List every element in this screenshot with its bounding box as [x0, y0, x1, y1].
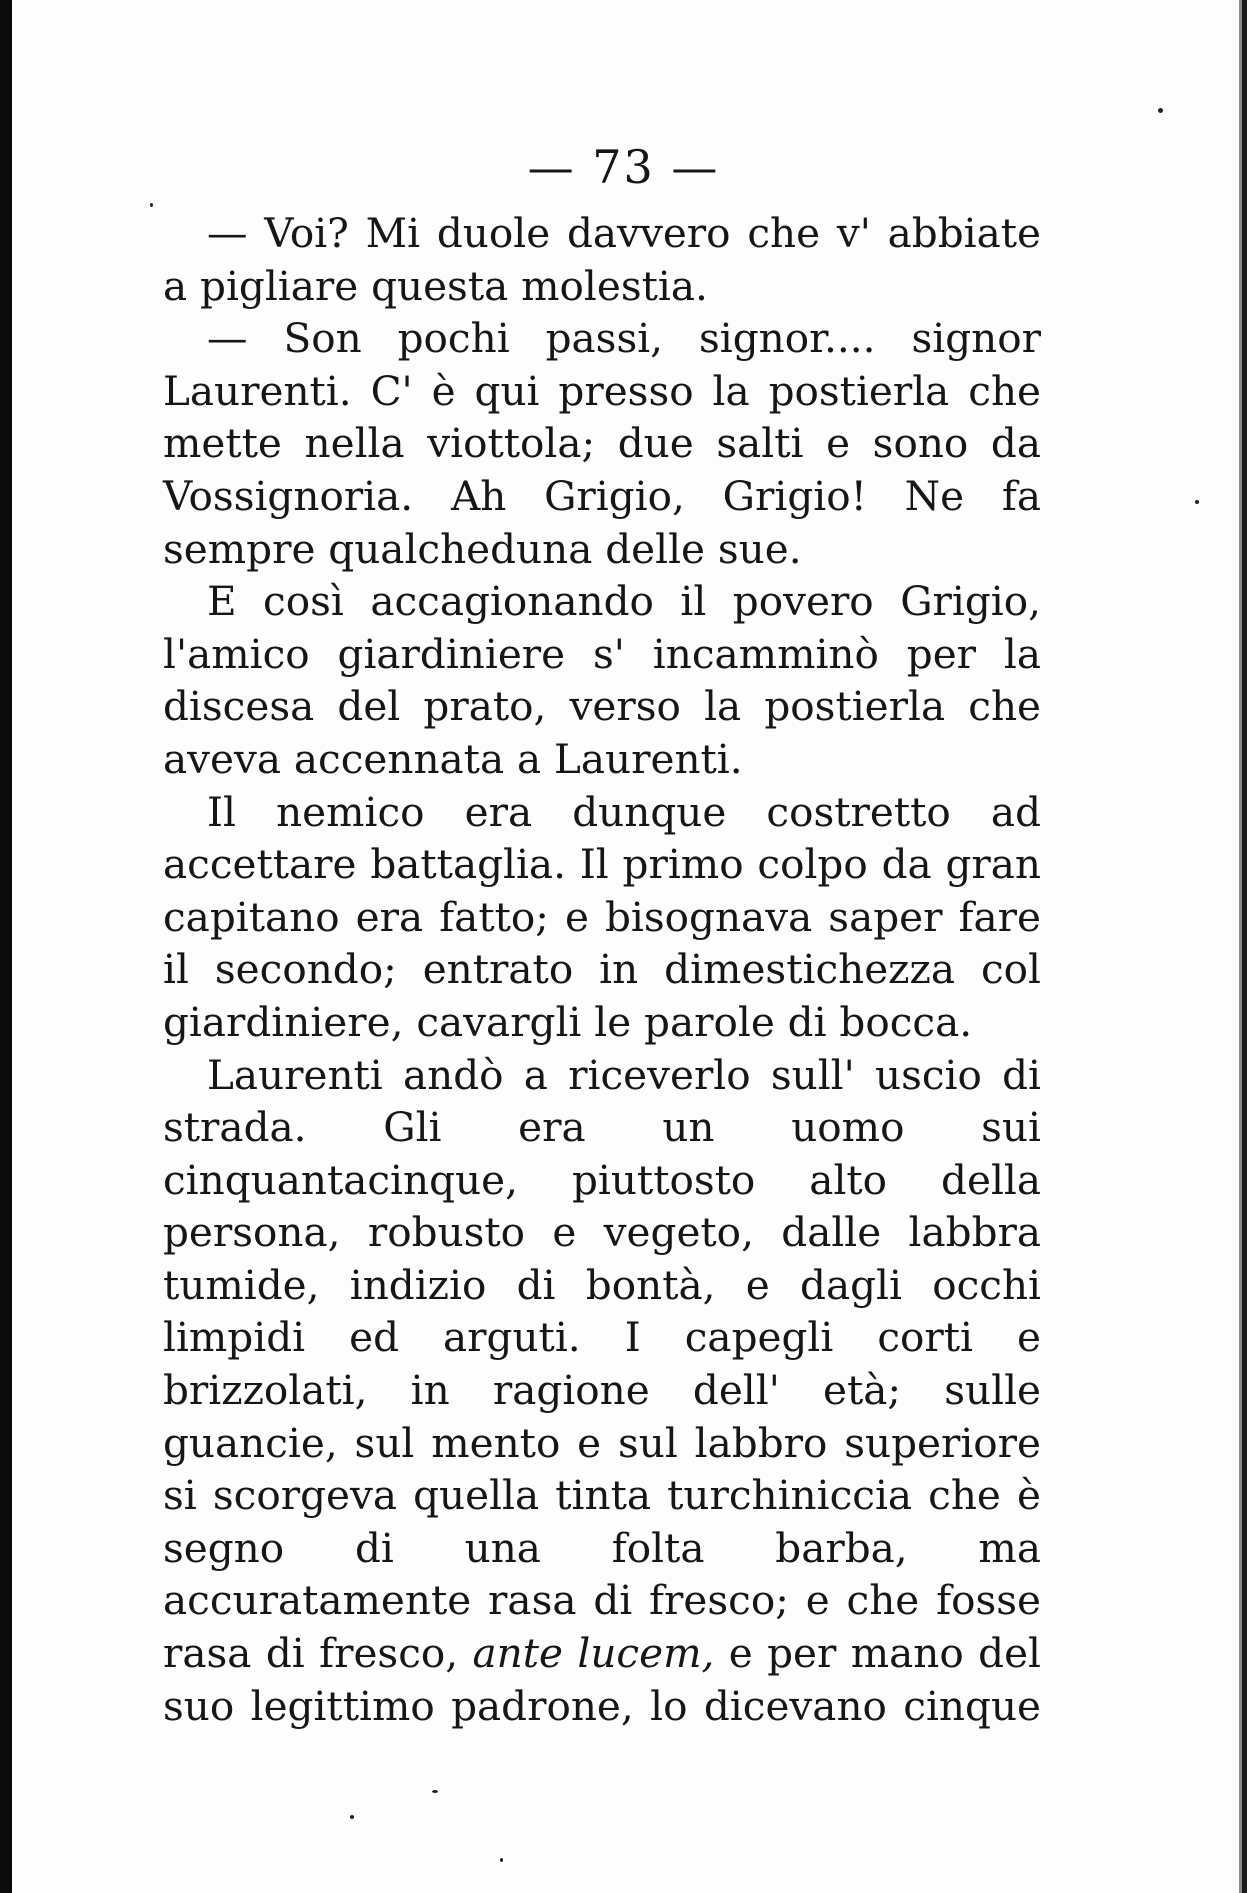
paragraph-5-text-before: Laurenti andò a riceverlo sull' uscio di strada. Gli era un uomo sui cinquantacinque, piuttosto alto della persona, robusto e vegeto, dalle labbra tumide, indizio di bontà, e dagli occhi limpidi ed arguti. I capegli corti e brizzolati, in ragione dell' età; sulle guancie, sul mento e sul labbro superiore si scorgeva quella tinta turchiniccia che è segno di una folta barba, ma accuratamente rasa di fresco; e che fosse rasa di fresco, [163, 1050, 1041, 1678]
scan-speck [432, 1790, 438, 1793]
paragraph-5-text-after: e per mano del suo legittimo padrone, lo dicevano cinque [163, 1629, 1041, 1730]
page-left-binding-edge [0, 0, 12, 1893]
page-number: — 73 — [527, 140, 720, 194]
scan-speck [150, 203, 153, 207]
scan-speck [1195, 500, 1199, 504]
paragraph-4: Il nemico era dunque costretto ad accettare battaglia. Il primo colpo da gran capitano era fatto; e bisognava saper fare il secondo; entrato in dimestichezza col giardiniere, cavargli le parole di bocca. [163, 787, 1041, 1046]
paragraph-1: — Voi? Mi duole davvero che v' abbiate a pigliare questa molestia. [163, 209, 1041, 310]
scan-speck [1158, 108, 1163, 113]
page-right-edge [1242, 0, 1247, 1893]
italic-latin-phrase: ante lucem, [472, 1629, 715, 1678]
paragraph-5 [163, 1049, 1041, 1733]
paragraph-3: E così accagionando il povero Grigio, l'amico giardiniere s' incamminò per la discesa del prato, verso la postierla che aveva accennata a Laurenti. [163, 577, 1041, 783]
body-text [163, 207, 1041, 1732]
scan-speck [350, 1815, 354, 1819]
scan-speck [500, 1858, 503, 1862]
paragraph-2: — Son pochi passi, signor.... signor Laurenti. C' è qui presso la postierla che mette nella viottola; due salti e sono da Vossignoria. Ah Grigio, Grigio! Ne fa sempre qualcheduna delle sue. [163, 314, 1041, 573]
